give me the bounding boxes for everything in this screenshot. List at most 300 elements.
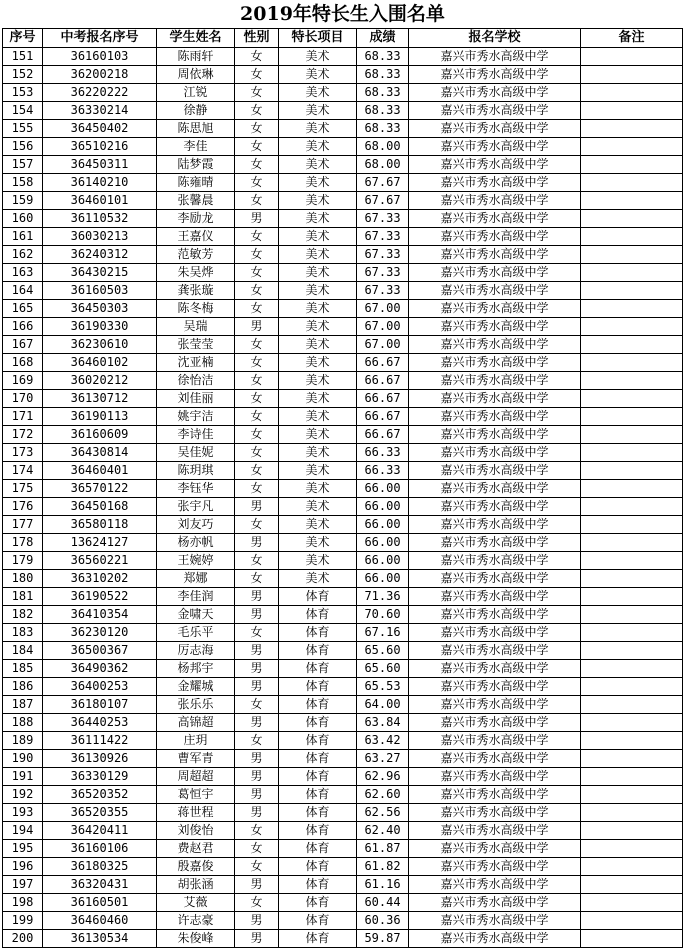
cell-score: 66.67 (357, 354, 409, 372)
cell-school: 嘉兴市秀水高级中学 (409, 102, 581, 120)
cell-gender: 女 (235, 552, 279, 570)
header-student-name: 学生姓名 (157, 29, 235, 48)
cell-index: 189 (3, 732, 43, 750)
cell-score: 67.33 (357, 282, 409, 300)
table-row (3, 102, 683, 120)
cell-index: 180 (3, 570, 43, 588)
cell-student-name: 费赵君 (157, 840, 235, 858)
cell-student-name: 范敏芳 (157, 246, 235, 264)
cell-remarks (581, 642, 683, 660)
header-specialty: 特长项目 (279, 29, 357, 48)
cell-score: 65.60 (357, 642, 409, 660)
cell-score: 61.82 (357, 858, 409, 876)
candidate-table (2, 28, 683, 948)
cell-exam-id: 36110532 (43, 210, 157, 228)
cell-specialty: 美术 (279, 516, 357, 534)
cell-index: 190 (3, 750, 43, 768)
cell-school: 嘉兴市秀水高级中学 (409, 786, 581, 804)
cell-specialty: 美术 (279, 84, 357, 102)
cell-student-name: 陈雨轩 (157, 48, 235, 66)
cell-exam-id: 36230120 (43, 624, 157, 642)
cell-score: 68.33 (357, 102, 409, 120)
cell-student-name: 蒋世程 (157, 804, 235, 822)
cell-student-name: 胡张涵 (157, 876, 235, 894)
cell-remarks (581, 156, 683, 174)
cell-exam-id: 36030213 (43, 228, 157, 246)
cell-gender: 女 (235, 300, 279, 318)
cell-index: 154 (3, 102, 43, 120)
cell-score: 66.33 (357, 462, 409, 480)
cell-student-name: 朱俊峰 (157, 930, 235, 948)
cell-gender: 女 (235, 624, 279, 642)
cell-exam-id: 36160106 (43, 840, 157, 858)
cell-exam-id: 13624127 (43, 534, 157, 552)
cell-remarks (581, 552, 683, 570)
cell-exam-id: 36190113 (43, 408, 157, 426)
cell-exam-id: 36200218 (43, 66, 157, 84)
cell-index: 151 (3, 48, 43, 66)
cell-specialty: 美术 (279, 318, 357, 336)
cell-exam-id: 36450311 (43, 156, 157, 174)
cell-gender: 女 (235, 516, 279, 534)
cell-exam-id: 36450168 (43, 498, 157, 516)
cell-remarks (581, 678, 683, 696)
cell-student-name: 李励龙 (157, 210, 235, 228)
cell-student-name: 殷嘉俊 (157, 858, 235, 876)
table-row (3, 192, 683, 210)
cell-index: 155 (3, 120, 43, 138)
cell-school: 嘉兴市秀水高级中学 (409, 246, 581, 264)
cell-gender: 女 (235, 138, 279, 156)
cell-specialty: 美术 (279, 498, 357, 516)
cell-gender: 女 (235, 462, 279, 480)
cell-remarks (581, 912, 683, 930)
cell-student-name: 杨亦帆 (157, 534, 235, 552)
cell-specialty: 美术 (279, 408, 357, 426)
cell-student-name: 刘佳丽 (157, 390, 235, 408)
cell-school: 嘉兴市秀水高级中学 (409, 624, 581, 642)
cell-specialty: 体育 (279, 876, 357, 894)
cell-index: 176 (3, 498, 43, 516)
cell-exam-id: 36190330 (43, 318, 157, 336)
cell-index: 196 (3, 858, 43, 876)
cell-student-name: 郑娜 (157, 570, 235, 588)
cell-remarks (581, 318, 683, 336)
header-exam-id: 中考报名序号 (43, 29, 157, 48)
cell-gender: 女 (235, 570, 279, 588)
cell-score: 68.33 (357, 120, 409, 138)
cell-index: 162 (3, 246, 43, 264)
cell-remarks (581, 660, 683, 678)
cell-remarks (581, 264, 683, 282)
cell-exam-id: 36560221 (43, 552, 157, 570)
cell-remarks (581, 498, 683, 516)
cell-school: 嘉兴市秀水高级中学 (409, 264, 581, 282)
cell-score: 68.33 (357, 48, 409, 66)
cell-score: 61.16 (357, 876, 409, 894)
cell-specialty: 美术 (279, 354, 357, 372)
cell-gender: 男 (235, 912, 279, 930)
cell-remarks (581, 930, 683, 948)
cell-student-name: 葛恒宇 (157, 786, 235, 804)
cell-school: 嘉兴市秀水高级中学 (409, 858, 581, 876)
cell-school: 嘉兴市秀水高级中学 (409, 570, 581, 588)
cell-student-name: 张馨晨 (157, 192, 235, 210)
cell-specialty: 体育 (279, 912, 357, 930)
cell-gender: 女 (235, 156, 279, 174)
cell-exam-id: 36330129 (43, 768, 157, 786)
cell-school: 嘉兴市秀水高级中学 (409, 804, 581, 822)
cell-score: 67.67 (357, 174, 409, 192)
cell-remarks (581, 228, 683, 246)
cell-gender: 男 (235, 768, 279, 786)
cell-gender: 男 (235, 804, 279, 822)
table-row (3, 282, 683, 300)
cell-gender: 男 (235, 588, 279, 606)
cell-score: 63.84 (357, 714, 409, 732)
cell-remarks (581, 606, 683, 624)
cell-student-name: 庄玥 (157, 732, 235, 750)
cell-remarks (581, 354, 683, 372)
cell-gender: 女 (235, 444, 279, 462)
header-index: 序号 (3, 29, 43, 48)
cell-student-name: 龚张璇 (157, 282, 235, 300)
cell-specialty: 体育 (279, 606, 357, 624)
cell-index: 193 (3, 804, 43, 822)
cell-index: 166 (3, 318, 43, 336)
cell-specialty: 美术 (279, 426, 357, 444)
cell-gender: 女 (235, 480, 279, 498)
cell-index: 163 (3, 264, 43, 282)
cell-school: 嘉兴市秀水高级中学 (409, 696, 581, 714)
cell-remarks (581, 300, 683, 318)
cell-exam-id: 36490362 (43, 660, 157, 678)
table-row (3, 570, 683, 588)
cell-student-name: 周超超 (157, 768, 235, 786)
cell-index: 168 (3, 354, 43, 372)
cell-school: 嘉兴市秀水高级中学 (409, 894, 581, 912)
table-row (3, 534, 683, 552)
cell-remarks (581, 444, 683, 462)
cell-student-name: 王婉婷 (157, 552, 235, 570)
cell-specialty: 美术 (279, 120, 357, 138)
cell-score: 60.36 (357, 912, 409, 930)
cell-score: 66.67 (357, 426, 409, 444)
cell-specialty: 体育 (279, 660, 357, 678)
table-row (3, 606, 683, 624)
table-row (3, 930, 683, 948)
table-row (3, 228, 683, 246)
cell-exam-id: 36320431 (43, 876, 157, 894)
cell-school: 嘉兴市秀水高级中学 (409, 534, 581, 552)
table-row (3, 894, 683, 912)
cell-gender: 女 (235, 84, 279, 102)
table-row (3, 498, 683, 516)
cell-index: 173 (3, 444, 43, 462)
cell-index: 170 (3, 390, 43, 408)
cell-school: 嘉兴市秀水高级中学 (409, 372, 581, 390)
cell-exam-id: 36180107 (43, 696, 157, 714)
cell-gender: 女 (235, 228, 279, 246)
cell-school: 嘉兴市秀水高级中学 (409, 192, 581, 210)
cell-exam-id: 36460102 (43, 354, 157, 372)
cell-exam-id: 36130926 (43, 750, 157, 768)
cell-school: 嘉兴市秀水高级中学 (409, 426, 581, 444)
cell-exam-id: 36230610 (43, 336, 157, 354)
cell-score: 62.60 (357, 786, 409, 804)
cell-student-name: 许志豪 (157, 912, 235, 930)
cell-school: 嘉兴市秀水高级中学 (409, 444, 581, 462)
cell-specialty: 体育 (279, 750, 357, 768)
cell-school: 嘉兴市秀水高级中学 (409, 156, 581, 174)
cell-school: 嘉兴市秀水高级中学 (409, 876, 581, 894)
cell-specialty: 美术 (279, 210, 357, 228)
cell-exam-id: 36140210 (43, 174, 157, 192)
cell-gender: 男 (235, 318, 279, 336)
cell-gender: 男 (235, 930, 279, 948)
cell-school: 嘉兴市秀水高级中学 (409, 282, 581, 300)
cell-specialty: 美术 (279, 246, 357, 264)
cell-student-name: 周依琳 (157, 66, 235, 84)
cell-school: 嘉兴市秀水高级中学 (409, 750, 581, 768)
cell-score: 66.00 (357, 516, 409, 534)
table-row (3, 66, 683, 84)
cell-remarks (581, 570, 683, 588)
cell-school: 嘉兴市秀水高级中学 (409, 120, 581, 138)
cell-gender: 男 (235, 606, 279, 624)
cell-specialty: 体育 (279, 786, 357, 804)
cell-score: 66.00 (357, 570, 409, 588)
cell-index: 200 (3, 930, 43, 948)
cell-exam-id: 36440253 (43, 714, 157, 732)
cell-specialty: 体育 (279, 768, 357, 786)
cell-score: 66.67 (357, 408, 409, 426)
cell-score: 60.44 (357, 894, 409, 912)
cell-gender: 女 (235, 336, 279, 354)
cell-student-name: 金耀城 (157, 678, 235, 696)
table-row (3, 732, 683, 750)
cell-specialty: 美术 (279, 66, 357, 84)
cell-remarks (581, 210, 683, 228)
cell-score: 67.67 (357, 192, 409, 210)
table-row (3, 552, 683, 570)
cell-remarks (581, 534, 683, 552)
cell-exam-id: 36500367 (43, 642, 157, 660)
cell-exam-id: 36410354 (43, 606, 157, 624)
table-row (3, 408, 683, 426)
cell-remarks (581, 372, 683, 390)
cell-index: 199 (3, 912, 43, 930)
cell-gender: 女 (235, 696, 279, 714)
cell-exam-id: 36570122 (43, 480, 157, 498)
table-row (3, 876, 683, 894)
cell-specialty: 美术 (279, 300, 357, 318)
table-row (3, 822, 683, 840)
cell-remarks (581, 588, 683, 606)
cell-specialty: 体育 (279, 642, 357, 660)
cell-gender: 男 (235, 210, 279, 228)
cell-remarks (581, 102, 683, 120)
cell-index: 184 (3, 642, 43, 660)
cell-specialty: 美术 (279, 552, 357, 570)
cell-school: 嘉兴市秀水高级中学 (409, 732, 581, 750)
table-row (3, 174, 683, 192)
cell-index: 179 (3, 552, 43, 570)
table-row (3, 354, 683, 372)
table-row (3, 210, 683, 228)
table-row (3, 264, 683, 282)
cell-school: 嘉兴市秀水高级中学 (409, 48, 581, 66)
table-row (3, 138, 683, 156)
cell-student-name: 毛乐平 (157, 624, 235, 642)
cell-student-name: 李佳润 (157, 588, 235, 606)
cell-index: 161 (3, 228, 43, 246)
table-row (3, 480, 683, 498)
cell-student-name: 张莹莹 (157, 336, 235, 354)
cell-specialty: 体育 (279, 696, 357, 714)
cell-school: 嘉兴市秀水高级中学 (409, 300, 581, 318)
cell-exam-id: 36180325 (43, 858, 157, 876)
table-row (3, 912, 683, 930)
cell-student-name: 陈思旭 (157, 120, 235, 138)
cell-exam-id: 36130534 (43, 930, 157, 948)
cell-school: 嘉兴市秀水高级中学 (409, 642, 581, 660)
cell-remarks (581, 138, 683, 156)
cell-score: 65.60 (357, 660, 409, 678)
table-row (3, 642, 683, 660)
cell-remarks (581, 768, 683, 786)
cell-score: 62.56 (357, 804, 409, 822)
cell-student-name: 朱吴烨 (157, 264, 235, 282)
cell-exam-id: 36111422 (43, 732, 157, 750)
cell-school: 嘉兴市秀水高级中学 (409, 768, 581, 786)
cell-index: 160 (3, 210, 43, 228)
cell-school: 嘉兴市秀水高级中学 (409, 822, 581, 840)
cell-school: 嘉兴市秀水高级中学 (409, 336, 581, 354)
cell-index: 186 (3, 678, 43, 696)
cell-specialty: 体育 (279, 822, 357, 840)
cell-gender: 女 (235, 102, 279, 120)
cell-gender: 男 (235, 750, 279, 768)
cell-score: 66.67 (357, 390, 409, 408)
cell-school: 嘉兴市秀水高级中学 (409, 174, 581, 192)
table-row (3, 624, 683, 642)
cell-gender: 女 (235, 372, 279, 390)
table-row (3, 588, 683, 606)
cell-exam-id: 36520355 (43, 804, 157, 822)
cell-student-name: 陈玥琪 (157, 462, 235, 480)
cell-exam-id: 36160609 (43, 426, 157, 444)
cell-school: 嘉兴市秀水高级中学 (409, 660, 581, 678)
cell-score: 68.33 (357, 66, 409, 84)
cell-score: 67.00 (357, 336, 409, 354)
cell-gender: 女 (235, 894, 279, 912)
cell-index: 197 (3, 876, 43, 894)
cell-index: 152 (3, 66, 43, 84)
cell-remarks (581, 696, 683, 714)
cell-score: 66.00 (357, 498, 409, 516)
cell-remarks (581, 336, 683, 354)
table-row (3, 300, 683, 318)
cell-score: 67.33 (357, 228, 409, 246)
cell-student-name: 吴佳妮 (157, 444, 235, 462)
cell-remarks (581, 858, 683, 876)
cell-student-name: 李钰华 (157, 480, 235, 498)
cell-student-name: 江锐 (157, 84, 235, 102)
cell-remarks (581, 894, 683, 912)
cell-specialty: 美术 (279, 48, 357, 66)
cell-gender: 女 (235, 264, 279, 282)
cell-remarks (581, 66, 683, 84)
cell-gender: 女 (235, 732, 279, 750)
cell-gender: 女 (235, 282, 279, 300)
cell-specialty: 美术 (279, 444, 357, 462)
cell-specialty: 体育 (279, 894, 357, 912)
cell-remarks (581, 462, 683, 480)
cell-score: 64.00 (357, 696, 409, 714)
cell-specialty: 美术 (279, 336, 357, 354)
cell-gender: 女 (235, 408, 279, 426)
cell-exam-id: 36220222 (43, 84, 157, 102)
cell-score: 61.87 (357, 840, 409, 858)
cell-score: 66.33 (357, 444, 409, 462)
cell-school: 嘉兴市秀水高级中学 (409, 228, 581, 246)
cell-index: 175 (3, 480, 43, 498)
cell-index: 171 (3, 408, 43, 426)
cell-specialty: 美术 (279, 156, 357, 174)
cell-student-name: 吴瑞 (157, 318, 235, 336)
cell-gender: 男 (235, 786, 279, 804)
cell-exam-id: 36240312 (43, 246, 157, 264)
cell-specialty: 美术 (279, 174, 357, 192)
cell-specialty: 体育 (279, 804, 357, 822)
cell-school: 嘉兴市秀水高级中学 (409, 840, 581, 858)
cell-remarks (581, 786, 683, 804)
cell-score: 67.00 (357, 318, 409, 336)
cell-index: 178 (3, 534, 43, 552)
cell-remarks (581, 246, 683, 264)
table-row (3, 678, 683, 696)
table-row (3, 390, 683, 408)
cell-score: 59.87 (357, 930, 409, 948)
cell-school: 嘉兴市秀水高级中学 (409, 930, 581, 948)
cell-specialty: 体育 (279, 732, 357, 750)
cell-specialty: 美术 (279, 462, 357, 480)
cell-student-name: 杨邦宇 (157, 660, 235, 678)
cell-exam-id: 36190522 (43, 588, 157, 606)
cell-gender: 女 (235, 192, 279, 210)
cell-gender: 女 (235, 840, 279, 858)
table-row (3, 768, 683, 786)
cell-exam-id: 36430215 (43, 264, 157, 282)
cell-exam-id: 36330214 (43, 102, 157, 120)
cell-remarks (581, 840, 683, 858)
cell-exam-id: 36460401 (43, 462, 157, 480)
cell-score: 71.36 (357, 588, 409, 606)
cell-specialty: 美术 (279, 228, 357, 246)
cell-remarks (581, 624, 683, 642)
cell-exam-id: 36130712 (43, 390, 157, 408)
cell-exam-id: 36160503 (43, 282, 157, 300)
cell-specialty: 美术 (279, 102, 357, 120)
cell-score: 70.60 (357, 606, 409, 624)
cell-remarks (581, 426, 683, 444)
cell-gender: 女 (235, 354, 279, 372)
cell-index: 174 (3, 462, 43, 480)
cell-school: 嘉兴市秀水高级中学 (409, 210, 581, 228)
cell-score: 68.00 (357, 138, 409, 156)
cell-remarks (581, 876, 683, 894)
